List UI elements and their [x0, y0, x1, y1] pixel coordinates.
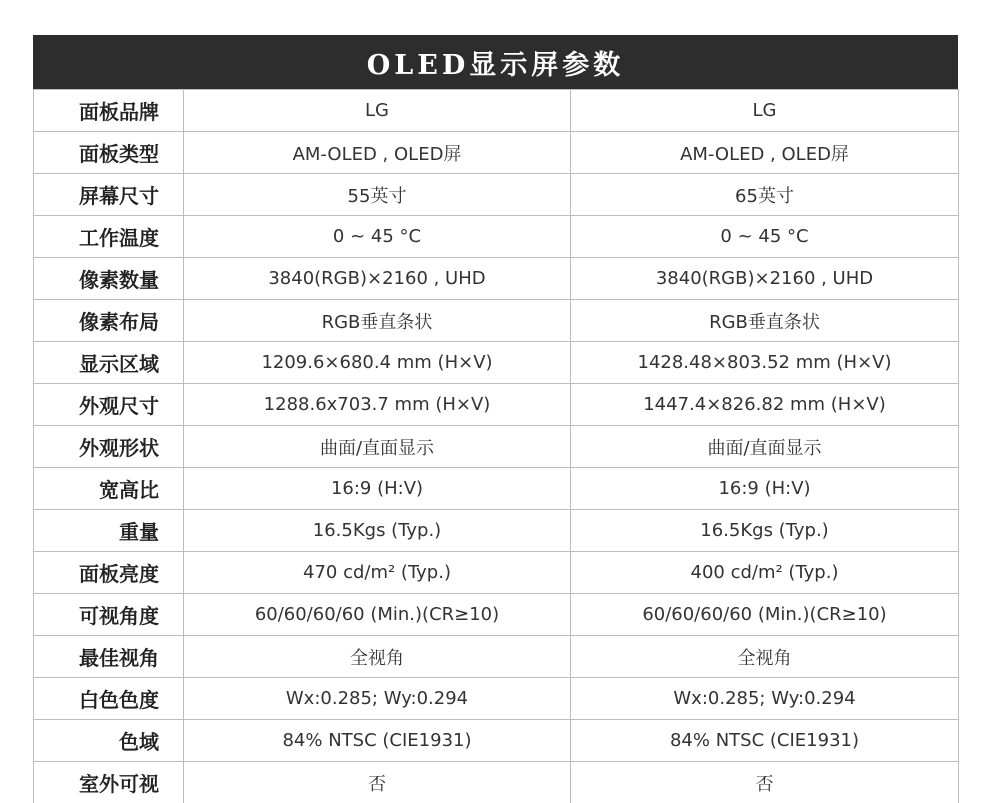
spec-label: 室外可视 [34, 762, 184, 803]
spec-value-left: AM-OLED , OLED屏 [184, 132, 571, 174]
table-row [34, 132, 959, 174]
spec-value-right: 否 [571, 762, 959, 803]
spec-value-right: RGB垂直条状 [571, 300, 959, 342]
spec-value-left: 0 ~ 45 °C [184, 216, 571, 258]
spec-value-right: 3840(RGB)×2160 , UHD [571, 258, 959, 300]
spec-value-right: 曲面/直面显示 [571, 426, 959, 468]
spec-value-left: 3840(RGB)×2160 , UHD [184, 258, 571, 300]
table-row [34, 174, 959, 216]
spec-value-left: LG [184, 90, 571, 132]
spec-value-right: 60/60/60/60 (Min.)(CR≥10) [571, 594, 959, 636]
table-row [34, 552, 959, 594]
spec-value-left: 全视角 [184, 636, 571, 678]
spec-value-left: 84% NTSC (CIE1931) [184, 720, 571, 762]
spec-label: 外观形状 [34, 426, 184, 468]
table-row [34, 636, 959, 678]
spec-table [33, 89, 959, 803]
spec-value-right: LG [571, 90, 959, 132]
spec-value-right: 1447.4×826.82 mm (H×V) [571, 384, 959, 426]
spec-value-right: 全视角 [571, 636, 959, 678]
spec-label: 面板亮度 [34, 552, 184, 594]
spec-value-left: 否 [184, 762, 571, 803]
spec-value-left: RGB垂直条状 [184, 300, 571, 342]
spec-value-left: 470 cd/m² (Typ.) [184, 552, 571, 594]
spec-label: 面板品牌 [34, 90, 184, 132]
table-row [34, 216, 959, 258]
spec-sheet [33, 35, 958, 803]
table-row [34, 258, 959, 300]
table-row [34, 720, 959, 762]
spec-value-left: 55英寸 [184, 174, 571, 216]
spec-label: 像素布局 [34, 300, 184, 342]
spec-value-left: 60/60/60/60 (Min.)(CR≥10) [184, 594, 571, 636]
spec-value-left: 1209.6×680.4 mm (H×V) [184, 342, 571, 384]
spec-label: 像素数量 [34, 258, 184, 300]
spec-value-right: 16:9 (H:V) [571, 468, 959, 510]
spec-value-left: 16:9 (H:V) [184, 468, 571, 510]
spec-label: 重量 [34, 510, 184, 552]
table-row [34, 678, 959, 720]
spec-value-right: AM-OLED , OLED屏 [571, 132, 959, 174]
spec-value-right: 400 cd/m² (Typ.) [571, 552, 959, 594]
spec-value-right: 65英寸 [571, 174, 959, 216]
spec-value-left: Wx:0.285; Wy:0.294 [184, 678, 571, 720]
spec-label: 可视角度 [34, 594, 184, 636]
table-row [34, 510, 959, 552]
table-row [34, 384, 959, 426]
spec-title: OLED显示屏参数 [33, 35, 958, 89]
spec-value-left: 1288.6x703.7 mm (H×V) [184, 384, 571, 426]
spec-value-left: 16.5Kgs (Typ.) [184, 510, 571, 552]
table-row [34, 468, 959, 510]
spec-label: 宽高比 [34, 468, 184, 510]
spec-label: 工作温度 [34, 216, 184, 258]
table-row [34, 762, 959, 803]
spec-value-right: 16.5Kgs (Typ.) [571, 510, 959, 552]
table-row [34, 426, 959, 468]
spec-label: 色域 [34, 720, 184, 762]
table-row [34, 90, 959, 132]
spec-value-right: 84% NTSC (CIE1931) [571, 720, 959, 762]
table-row [34, 342, 959, 384]
spec-label: 最佳视角 [34, 636, 184, 678]
spec-label: 显示区域 [34, 342, 184, 384]
spec-label: 白色色度 [34, 678, 184, 720]
spec-label: 屏幕尺寸 [34, 174, 184, 216]
spec-value-right: 1428.48×803.52 mm (H×V) [571, 342, 959, 384]
spec-table-body [34, 90, 959, 803]
table-row [34, 594, 959, 636]
spec-value-left: 曲面/直面显示 [184, 426, 571, 468]
spec-label: 面板类型 [34, 132, 184, 174]
table-row [34, 300, 959, 342]
spec-value-right: 0 ~ 45 °C [571, 216, 959, 258]
spec-label: 外观尺寸 [34, 384, 184, 426]
spec-value-right: Wx:0.285; Wy:0.294 [571, 678, 959, 720]
